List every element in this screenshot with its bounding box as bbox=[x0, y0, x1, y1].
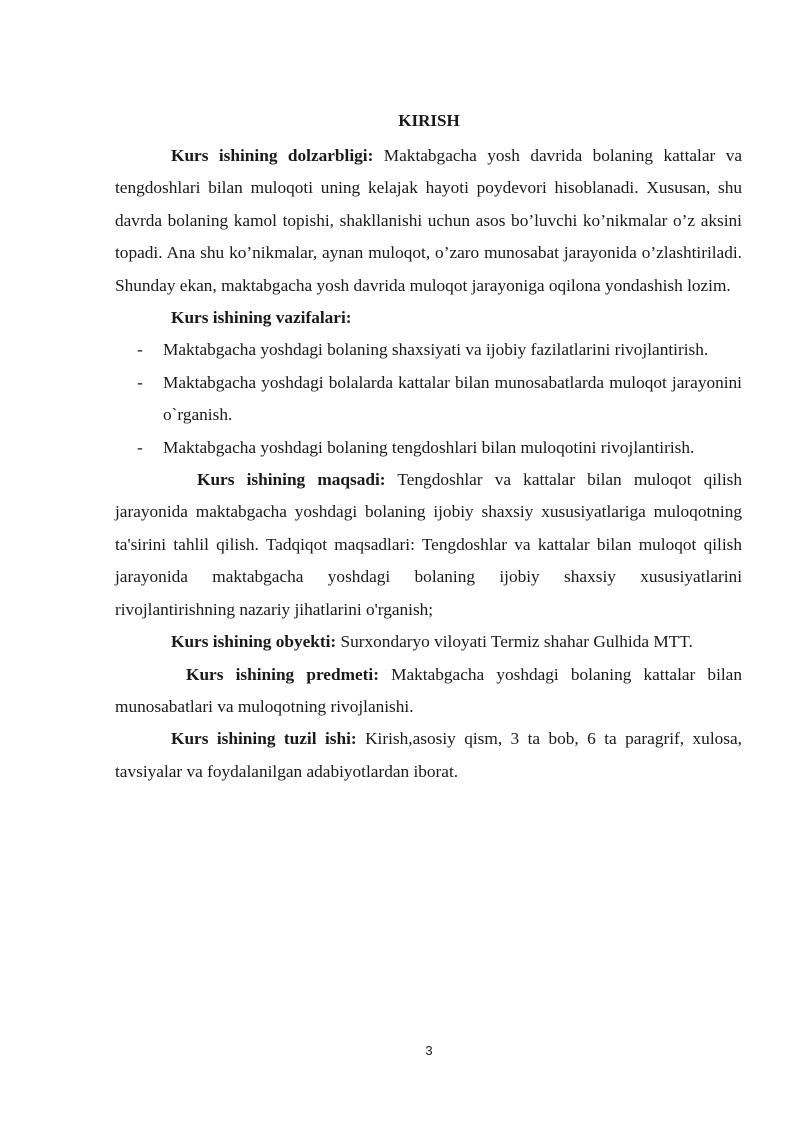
task-text: Maktabgacha yoshdagi bolalarda kattalar bilan munosabatlarda muloqot jarayonini o`rganish. bbox=[163, 372, 742, 425]
subject-paragraph bbox=[115, 659, 742, 724]
tasks-heading bbox=[115, 302, 742, 334]
structure-text: Kirish,asosiy qism, 3 ta bob, 6 ta paragrif, xulosa, tavsiyalar va foydalanilgan adabiyotlardan iborat. bbox=[115, 729, 742, 781]
document-body bbox=[115, 140, 742, 788]
list-item bbox=[137, 432, 742, 464]
tasks-list bbox=[115, 334, 742, 464]
relevance-text: Maktabgacha yosh davrida bolaning kattalar va tengdoshlari bilan muloqoti uning kelajak hayoti poydevori hisoblanadi. Xususan, shu davrda bolaning kamol topishi, shakllanishi uchun asos bo’luvchi ko’nikmalar o’z aksini topadi. Ana shu ko’nikmalar, aynan muloqot, o’zaro munosabat jarayonida o’zlashtiriladi. Shunday ekan, maktabgacha yosh davrida muloqot jarayoniga oqilona yondashish lozim. bbox=[115, 146, 742, 295]
dash-bullet: - bbox=[137, 437, 143, 457]
dash-bullet: - bbox=[137, 340, 143, 360]
goal-paragraph bbox=[115, 464, 742, 626]
subject-text: Maktabgacha yoshdagi bolaning kattalar bilan munosabatlari va muloqotning rivojlanishi. bbox=[115, 664, 742, 716]
structure-label: Kurs ishining tuzil ishi: bbox=[171, 729, 357, 749]
object-text: Surxondaryo viloyati Termiz shahar Gulhida MTT. bbox=[340, 632, 693, 652]
goal-label: Kurs ishining maqsadi: bbox=[197, 470, 386, 490]
subject-label: Kurs ishining predmeti: bbox=[186, 664, 379, 684]
task-text: Maktabgacha yoshdagi bolaning shaxsiyati va ijobiy fazilatlarini rivojlantirish. bbox=[163, 340, 709, 360]
object-paragraph bbox=[115, 626, 742, 658]
relevance-label: Kurs ishining dolzarbligi: bbox=[171, 146, 374, 165]
list-item bbox=[137, 367, 742, 432]
dash-bullet: - bbox=[137, 372, 143, 392]
goal-text: Tengdoshlar va kattalar bilan muloqot qilish jarayonida maktabgacha yoshdagi bolaning ijobiy shaxsiy xususiyatlariga muloqotning ta'sirini tahlil qilish. Tadqiqot maqsadlari: Tengdoshlar va kattalar bilan muloqot qilish jarayonida maktabgacha yoshdagi bolaning ijobiy shaxsiy xususiyatlarini rivojlantirishning nazariy jihatlarini o'rganish; bbox=[115, 470, 743, 619]
relevance-paragraph bbox=[115, 140, 742, 302]
tasks-label: Kurs ishining vazifalari: bbox=[171, 308, 352, 328]
list-item bbox=[137, 334, 742, 366]
task-text: Maktabgacha yoshdagi bolaning tengdoshlari bilan muloqotini rivojlantirish. bbox=[163, 437, 695, 457]
structure-paragraph bbox=[115, 723, 742, 788]
page-number: 3 bbox=[425, 1043, 433, 1058]
object-label: Kurs ishining obyekti: bbox=[171, 632, 337, 652]
section-title: KIRISH bbox=[398, 111, 460, 130]
